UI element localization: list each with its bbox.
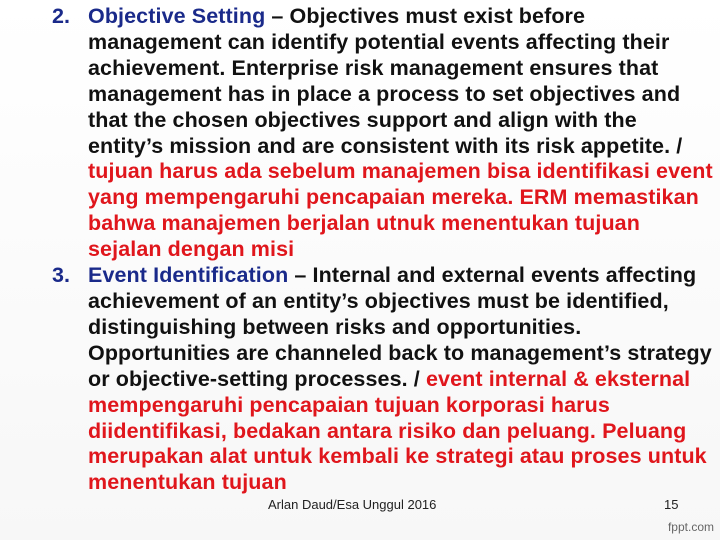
item-body: – Objectives must exist before management can identify potential events affecting their achievement. Enterprise risk management ensures that management has in place a process to set objectives and that the chosen objectives support and align with the entity’s mission and are consistent with its risk appetite. / bbox=[88, 4, 683, 158]
item-translation: event internal & eksternal mempengaruhi pencapaian tujuan korporasi harus diidentifikasi, bedakan antara risiko dan peluang. Peluang merupakan alat untuk kembali ke strategi atau proses untuk menentukan tujuan bbox=[88, 366, 707, 495]
item-title: Event Identification bbox=[88, 263, 289, 288]
item-number: 2. bbox=[52, 4, 71, 28]
footer-author: Arlan Daud/Esa Unggul 2016 bbox=[268, 497, 437, 512]
item-number: 3. bbox=[52, 263, 71, 288]
item-translation: tujuan harus ada sebelum manajemen bisa identifikasi event yang mempengaruhi pencapaian mereka. ERM memastikan bahwa manajemen berjalan utnuk menentukan tujuan sejalan dengan misi bbox=[88, 159, 713, 262]
objective-list bbox=[52, 4, 714, 496]
fppt-logo: fppt.com bbox=[667, 520, 714, 534]
page-number: 15 bbox=[664, 497, 679, 512]
list-item-objective-setting bbox=[52, 4, 714, 263]
item-title: Objective Setting bbox=[88, 4, 266, 28]
item-body: – Internal and external events affecting achievement of an entity’s objectives must be identified, distinguishing between risks and opportunities. Opportunities are channeled back to management’s strategy or objective-setting processes. / bbox=[88, 263, 712, 391]
list-item-event-identification bbox=[52, 263, 714, 496]
